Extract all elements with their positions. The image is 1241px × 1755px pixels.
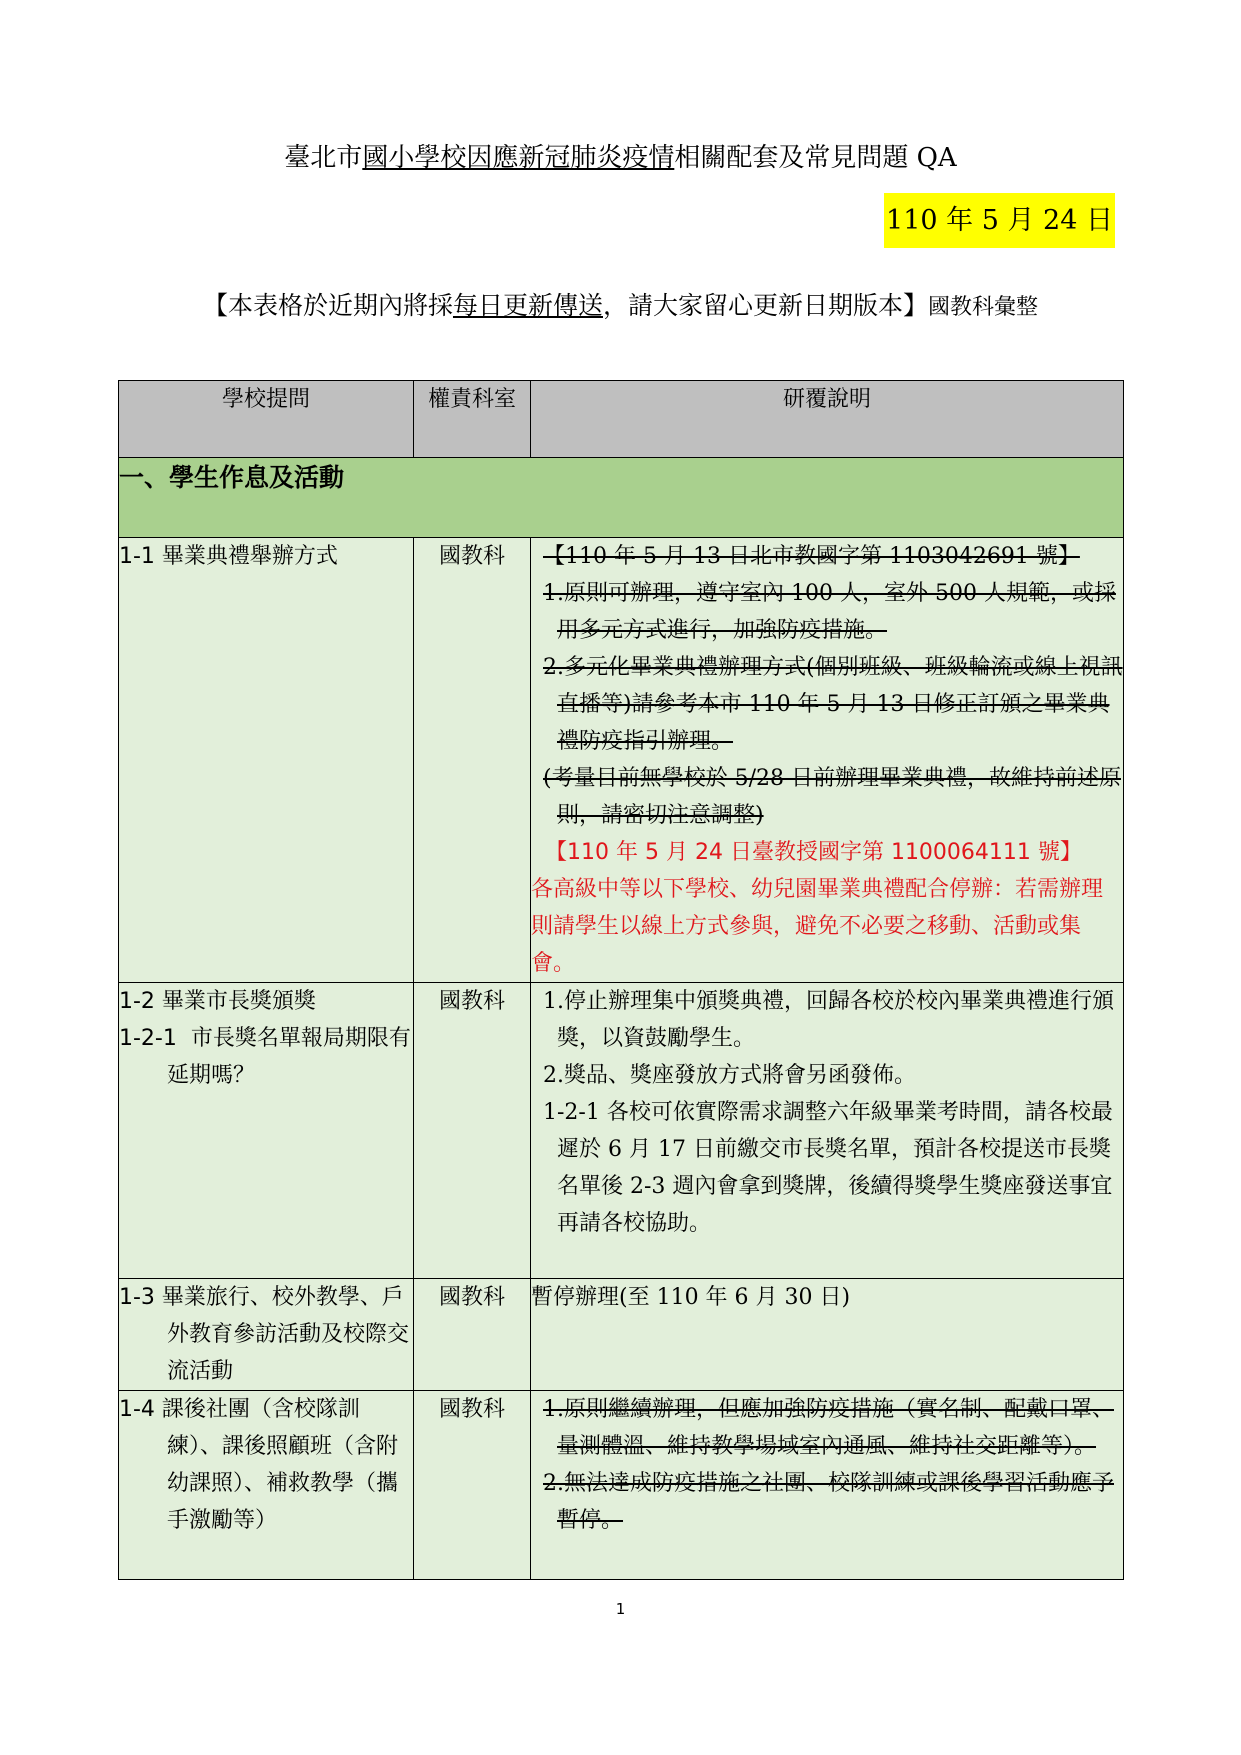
title-suffix: 相關配套及常見問題 QA bbox=[674, 143, 957, 173]
section-title: 一、學生作息及活動 bbox=[119, 458, 1124, 538]
question-cell bbox=[119, 983, 414, 1279]
table-row bbox=[119, 983, 1124, 1279]
answer-line: 1-2-1 各校可依實際需求調整六年級畢業考時間，請各校最遲於 6 月 17 日前繳交市長獎名單，預計各校提送市長獎名單後 2-3 週內會拿到獎牌，後續得獎學生獎座發送事宜再請各校協助。 bbox=[543, 1100, 1113, 1236]
header-question: 學校提問 bbox=[119, 381, 414, 458]
question-cell bbox=[119, 1279, 414, 1391]
update-notice bbox=[0, 286, 1241, 328]
header-dept: 權責科室 bbox=[414, 381, 531, 458]
title-prefix: 臺北市 bbox=[284, 143, 363, 173]
answer-line-struck: 2.多元化畢業典禮辦理方式(個別班級、班級輪流或線上視訊直播等)請參考本市 110 年 5 月 13 日修正訂頒之畢業典禮防疫指引辦理。 bbox=[543, 655, 1123, 754]
answer-line: 2.獎品、獎座發放方式將會另函發佈。 bbox=[543, 1063, 916, 1088]
question-sub-text: 市長獎名單報局期限有延期嗎？ bbox=[167, 1026, 411, 1088]
table-row bbox=[119, 1391, 1124, 1580]
answer-line-struck: 1.原則可辦理，遵守室內 100 人，室外 500 人規範，或採用多元方式進行，加強防疫措施。 bbox=[543, 581, 1116, 643]
answer-line: 暫停辦理(至 110 年 6 月 30 日) bbox=[531, 1285, 851, 1310]
question-sub-number: 1-2-1 bbox=[119, 1026, 177, 1051]
page-title bbox=[0, 138, 1241, 178]
table-row bbox=[119, 1279, 1124, 1391]
answer-cell bbox=[531, 983, 1124, 1279]
answer-line-struck: 【110 年 5 月 13 日北市教國字第 1103042691 號】 bbox=[543, 544, 1080, 569]
answer-line-struck: 2.無法達成防疫措施之社團、校隊訓練或課後學習活動應予暫停。 bbox=[543, 1471, 1114, 1533]
answer-line-struck: 1.原則繼續辦理，但應加強防疫措施（實名制、配戴口罩、量測體溫、維持教學場域室內通風、維持社交距離等）。 bbox=[543, 1397, 1114, 1459]
dept-cell: 國教科 bbox=[414, 1391, 531, 1580]
notice-suffix: ，請大家留心更新日期版本】 bbox=[603, 291, 929, 320]
answer-line: 1.停止辦理集中頒獎典禮，回歸各校於校內畢業典禮進行頒獎，以資鼓勵學生。 bbox=[543, 989, 1114, 1051]
page-number: 1 bbox=[615, 1600, 626, 1618]
question-cell bbox=[119, 1391, 414, 1580]
update-date: 110 年 5 月 24 日 bbox=[884, 193, 1115, 248]
dept-cell: 國教科 bbox=[414, 538, 531, 983]
notice-underlined: 每日更新傳送 bbox=[452, 291, 603, 320]
table-row bbox=[119, 538, 1124, 983]
question-text: 1-1 畢業典禮舉辦方式 bbox=[119, 544, 338, 569]
table-header-row bbox=[119, 381, 1124, 458]
dept-cell: 國教科 bbox=[414, 983, 531, 1279]
notice-compiler: 國教科彙整 bbox=[928, 295, 1039, 320]
dept-cell: 國教科 bbox=[414, 1279, 531, 1391]
section-row bbox=[119, 458, 1124, 538]
answer-red-heading: 【110 年 5 月 24 日臺教授國字第 1100064111 號】 bbox=[545, 840, 1082, 865]
qa-table bbox=[118, 380, 1124, 1580]
answer-cell bbox=[531, 1279, 1124, 1391]
title-underlined: 國小學校因應新冠肺炎疫情 bbox=[362, 143, 675, 173]
answer-cell bbox=[531, 1391, 1124, 1580]
question-text: 1-3 畢業旅行、校外教學、戶外教育參訪活動及校際交流活動 bbox=[119, 1285, 410, 1384]
answer-line-struck: (考量目前無學校於 5/28 日前辦理畢業典禮，故維持前述原則，請密切注意調整) bbox=[543, 766, 1121, 828]
question-text: 1-2 畢業市長獎頒獎 bbox=[119, 989, 316, 1014]
notice-prefix: 【本表格於近期內將採 bbox=[202, 291, 453, 320]
answer-red-text: 各高級中等以下學校、幼兒園畢業典禮配合停辦：若需辦理則請學生以線上方式參與，避免不必要之移動、活動或集會。 bbox=[531, 877, 1104, 976]
header-answer: 研覆說明 bbox=[531, 381, 1124, 458]
answer-cell bbox=[531, 538, 1124, 983]
question-text: 1-4 課後社團（含校隊訓練）、課後照顧班（含附幼課照）、補救教學（攜手激勵等） bbox=[119, 1397, 399, 1533]
question-cell bbox=[119, 538, 414, 983]
